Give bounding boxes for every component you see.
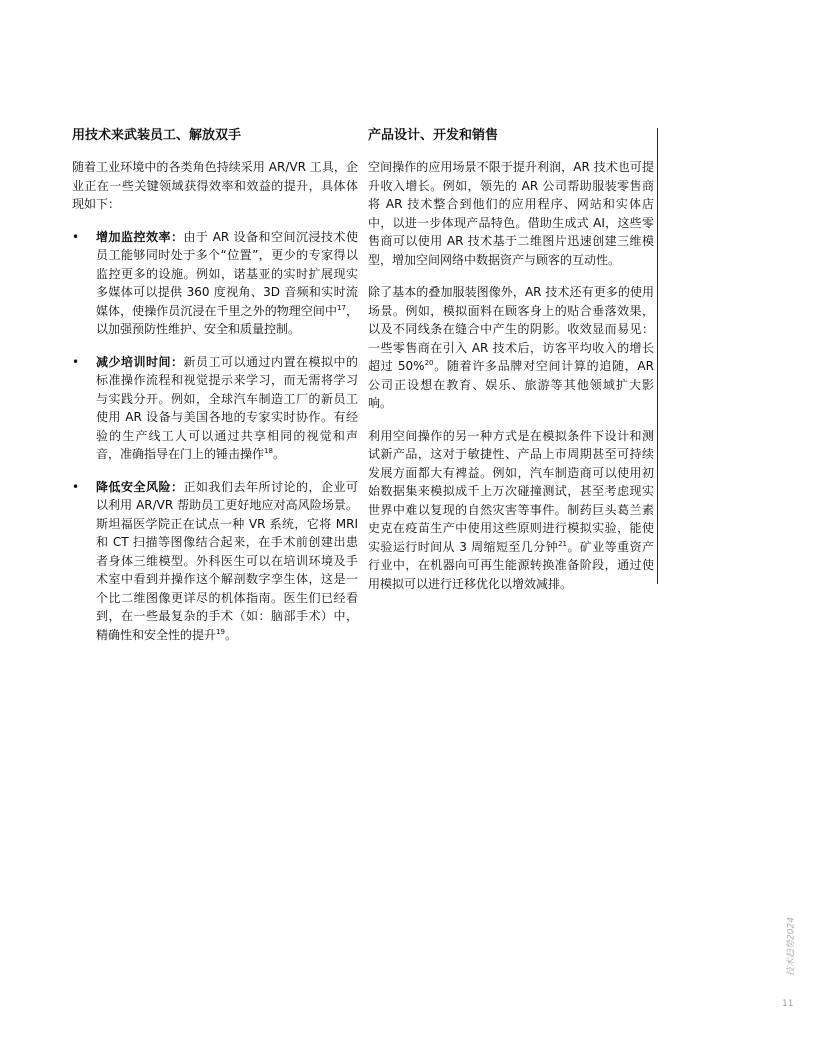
left-intro: 随着工业环境中的各类角色持续采用 AR/VR 工具，企业正在一些关键领域获得效率和效益的提升，具体体现如下： xyxy=(72,160,358,211)
footnote-ref: 20 xyxy=(424,359,434,367)
benefit-list xyxy=(72,228,358,645)
right-paragraph-2 xyxy=(368,283,654,413)
bullet-term: 减少培训时间： xyxy=(96,354,184,369)
footnote-ref: 21 xyxy=(558,539,568,548)
bullet-text: 由于 AR 设备和空间沉浸技术使员工能够同时处于多个“位置”，更少的专家得以监控更多的设施。例如，诺基亚的实时扩展现实多媒体可以提供 360 度视角、3D 音频和实时流媒体，使操作员沉浸在千里之外的物理空间中 xyxy=(96,229,358,318)
left-column xyxy=(72,128,358,658)
bullet-text: 正如我们去年所讨论的，企业可以利用 AR/VR 帮助员工更好地应对高风险场景。斯坦福医学院正在试点一种 VR 系统，它将 MRI 和 CT 扫描等图像结合起来，在手术前创建出患者身体三维模型。外科医生可以在培训环境及手术室中看到并操作这个解剖数字孪生体，这是一个比二维图像更详尽的机体指南。医生们已经看到，在一些最复杂的手术（如：脑部手术）中，精确性和安全性的提升 xyxy=(96,479,358,642)
bullet-icon: • xyxy=(72,354,80,369)
right-paragraph-3 xyxy=(368,427,654,594)
side-label-text: 技术趋势2024 xyxy=(786,917,797,976)
column-divider xyxy=(657,128,658,584)
left-heading: 用技术来武装员工、解放双手 xyxy=(72,128,242,143)
paragraph-tail: 。矿业等重资产行业中，在机器向可再生能源转换准备阶段，通过使用模拟可以进行迁移优化以增效减排。 xyxy=(368,539,654,591)
right-heading: 产品设计、开发和销售 xyxy=(368,128,499,143)
footnote-ref: 17 xyxy=(337,303,346,312)
list-item xyxy=(72,478,358,645)
bullet-term: 降低安全风险： xyxy=(96,479,184,494)
paragraph-text: 除了基本的叠加服装图像外，AR 技术还有更多的使用场景。例如，模拟面料在顾客身上的贴合垂落效果，以及不同线条在缝合中产生的阴影。收效显而易见：一些零售商在引入 AR 技术后，访客平均收入的增长超过 50% xyxy=(368,285,654,373)
bullet-term: 增加监控效率： xyxy=(96,229,184,244)
paragraph-tail: 。随着许多品牌对空间计算的追随，AR 公司正设想在教育、娱乐、旅游等其他领域扩大影响。 xyxy=(368,359,654,410)
bullet-tail: 。 xyxy=(272,447,285,461)
page-number: 11 xyxy=(782,999,794,1009)
paragraph-text: 利用空间操作的另一种方式是在模拟条件下设计和测试新产品，这对于敏捷性、产品上市周期甚至可持续发展方面都大有裨益。例如，汽车制造商可以使用初始数据集来模拟成千上万次碰撞测试，甚至考虑现实世界中难以复现的自然灾害等事件。制药巨头葛兰素史克在疫苗生产中使用这些原则进行模拟实验，能使实验运行时间从 3 周缩短至几分钟 xyxy=(368,428,654,554)
right-column xyxy=(368,128,654,607)
bullet-icon: • xyxy=(72,229,80,244)
side-label xyxy=(780,917,800,980)
footnote-ref: 18 xyxy=(264,447,273,455)
bullet-icon: • xyxy=(72,479,80,494)
bullet-tail: ，以加强预防性维护、安全和质量控制。 xyxy=(96,303,358,336)
list-item xyxy=(72,353,358,464)
right-paragraph-1: 空间操作的应用场景不限于提升利润，AR 技术也可提升收入增长。例如，领先的 AR 公司帮助服装零售商将 AR 技术整合到他们的应用程序、网站和实体店中，以进一步体现产品特色。借助生成式 AI，这些零售商可以使用 AR 技术基于二维图片迅速创建三维模型，增加空间网络中数据资产与顾客的互动性。 xyxy=(368,160,654,267)
footnote-ref: 19 xyxy=(216,627,225,636)
list-item xyxy=(72,228,358,339)
bullet-tail: 。 xyxy=(224,627,237,642)
bullet-text: 新员工可以通过内置在模拟中的标准操作流程和视觉提示来学习，而无需将学习与实践分开。例如，全球汽车制造工厂的新员工使用 AR 设备与美国各地的专家实时协作。有经验的生产线工人可以通过共享相同的视觉和声音，准确指导在门上的锤击操作 xyxy=(96,354,358,461)
